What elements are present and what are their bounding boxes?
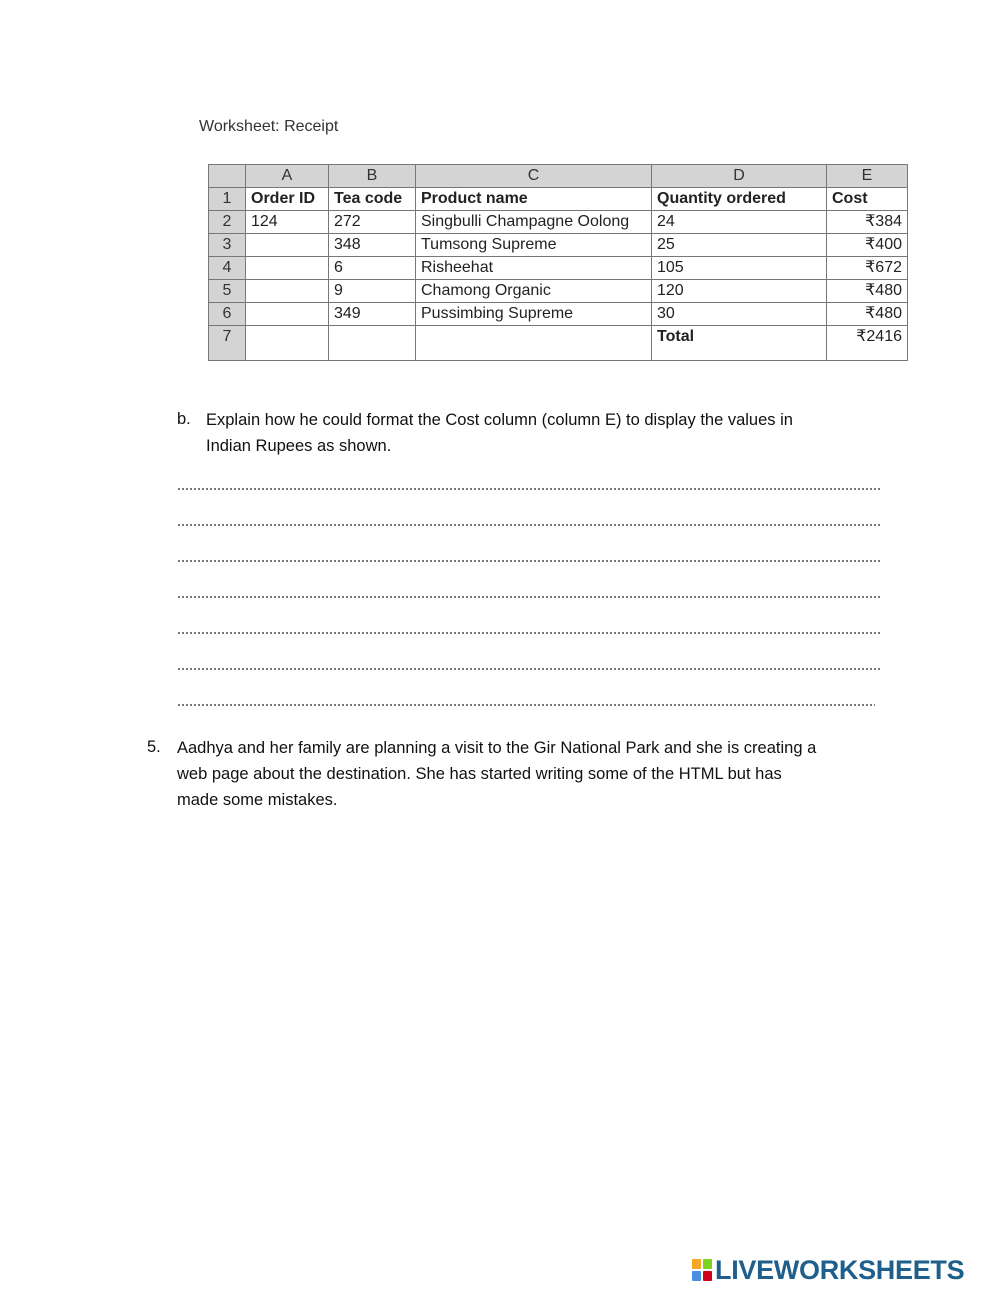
table-cell: 105 [652, 257, 827, 280]
table-cell: ₹480 [827, 280, 908, 303]
column-header-c: C [416, 165, 652, 188]
table-cell [246, 280, 329, 303]
corner-cell [209, 165, 246, 188]
column-header-d: D [652, 165, 827, 188]
question-b-label: b. [177, 410, 191, 428]
question-b-line-1: Explain how he could format the Cost column (column E) to display the values in [206, 411, 793, 429]
table-cell: Tumsong Supreme [416, 234, 652, 257]
table-row [209, 188, 908, 211]
table-cell: 124 [246, 211, 329, 234]
table-cell: Risheehat [416, 257, 652, 280]
question-b-line-2: Indian Rupees as shown. [206, 437, 392, 455]
row-number: 1 [209, 188, 246, 211]
liveworksheets-logo [692, 1255, 964, 1285]
answer-line-5[interactable] [177, 632, 880, 634]
question-5-line-2: web page about the destination. She has started writing some of the HTML but has [177, 765, 782, 783]
table-cell: 272 [329, 211, 416, 234]
question-5-text [177, 735, 816, 813]
answer-line-7[interactable] [177, 704, 875, 706]
table-cell: ₹480 [827, 303, 908, 326]
table-cell: Cost [827, 188, 908, 211]
table-cell: 120 [652, 280, 827, 303]
answer-line-4[interactable] [177, 596, 880, 598]
table-cell [416, 326, 652, 361]
table-cell: 348 [329, 234, 416, 257]
receipt-spreadsheet [208, 164, 908, 361]
table-cell [246, 257, 329, 280]
table-cell: 6 [329, 257, 416, 280]
question-b-text [206, 407, 793, 459]
column-header-b: B [329, 165, 416, 188]
table-cell: Pussimbing Supreme [416, 303, 652, 326]
row-number: 7 [209, 326, 246, 361]
table-cell [329, 326, 416, 361]
total-value: ₹2416 [827, 326, 908, 361]
column-header-row [209, 165, 908, 188]
table-cell [246, 234, 329, 257]
table-cell: ₹384 [827, 211, 908, 234]
answer-line-1[interactable] [177, 488, 880, 490]
liveworksheets-mark-icon [692, 1259, 712, 1281]
table-cell: Product name [416, 188, 652, 211]
table-cell: 24 [652, 211, 827, 234]
logo-text: LIVEWORKSHEETS [715, 1254, 965, 1285]
question-5-line-1: Aadhya and her family are planning a visit to the Gir National Park and she is creating a [177, 739, 817, 757]
table-cell: Quantity ordered [652, 188, 827, 211]
question-5-label: 5. [147, 738, 161, 756]
worksheet-caption: Worksheet: Receipt [199, 118, 339, 135]
table-row [209, 280, 908, 303]
row-number: 5 [209, 280, 246, 303]
table-cell: Chamong Organic [416, 280, 652, 303]
table-row [209, 303, 908, 326]
row-number: 3 [209, 234, 246, 257]
row-number: 4 [209, 257, 246, 280]
table-cell: ₹672 [827, 257, 908, 280]
answer-line-3[interactable] [177, 560, 880, 562]
row-number: 2 [209, 211, 246, 234]
question-5-line-3: made some mistakes. [177, 791, 338, 809]
table-cell [246, 326, 329, 361]
column-header-e: E [827, 165, 908, 188]
table-cell: 349 [329, 303, 416, 326]
table-cell: 30 [652, 303, 827, 326]
column-header-a: A [246, 165, 329, 188]
row-number: 6 [209, 303, 246, 326]
table-row [209, 257, 908, 280]
table-row [209, 211, 908, 234]
table-cell: Tea code [329, 188, 416, 211]
table-cell: ₹400 [827, 234, 908, 257]
total-label: Total [652, 326, 827, 361]
table-cell: Order ID [246, 188, 329, 211]
table-row [209, 234, 908, 257]
answer-line-6[interactable] [177, 668, 880, 670]
table-cell [246, 303, 329, 326]
answer-line-2[interactable] [177, 524, 880, 526]
table-row [209, 326, 908, 361]
table-cell: Singbulli Champagne Oolong [416, 211, 652, 234]
table-cell: 25 [652, 234, 827, 257]
table-cell: 9 [329, 280, 416, 303]
